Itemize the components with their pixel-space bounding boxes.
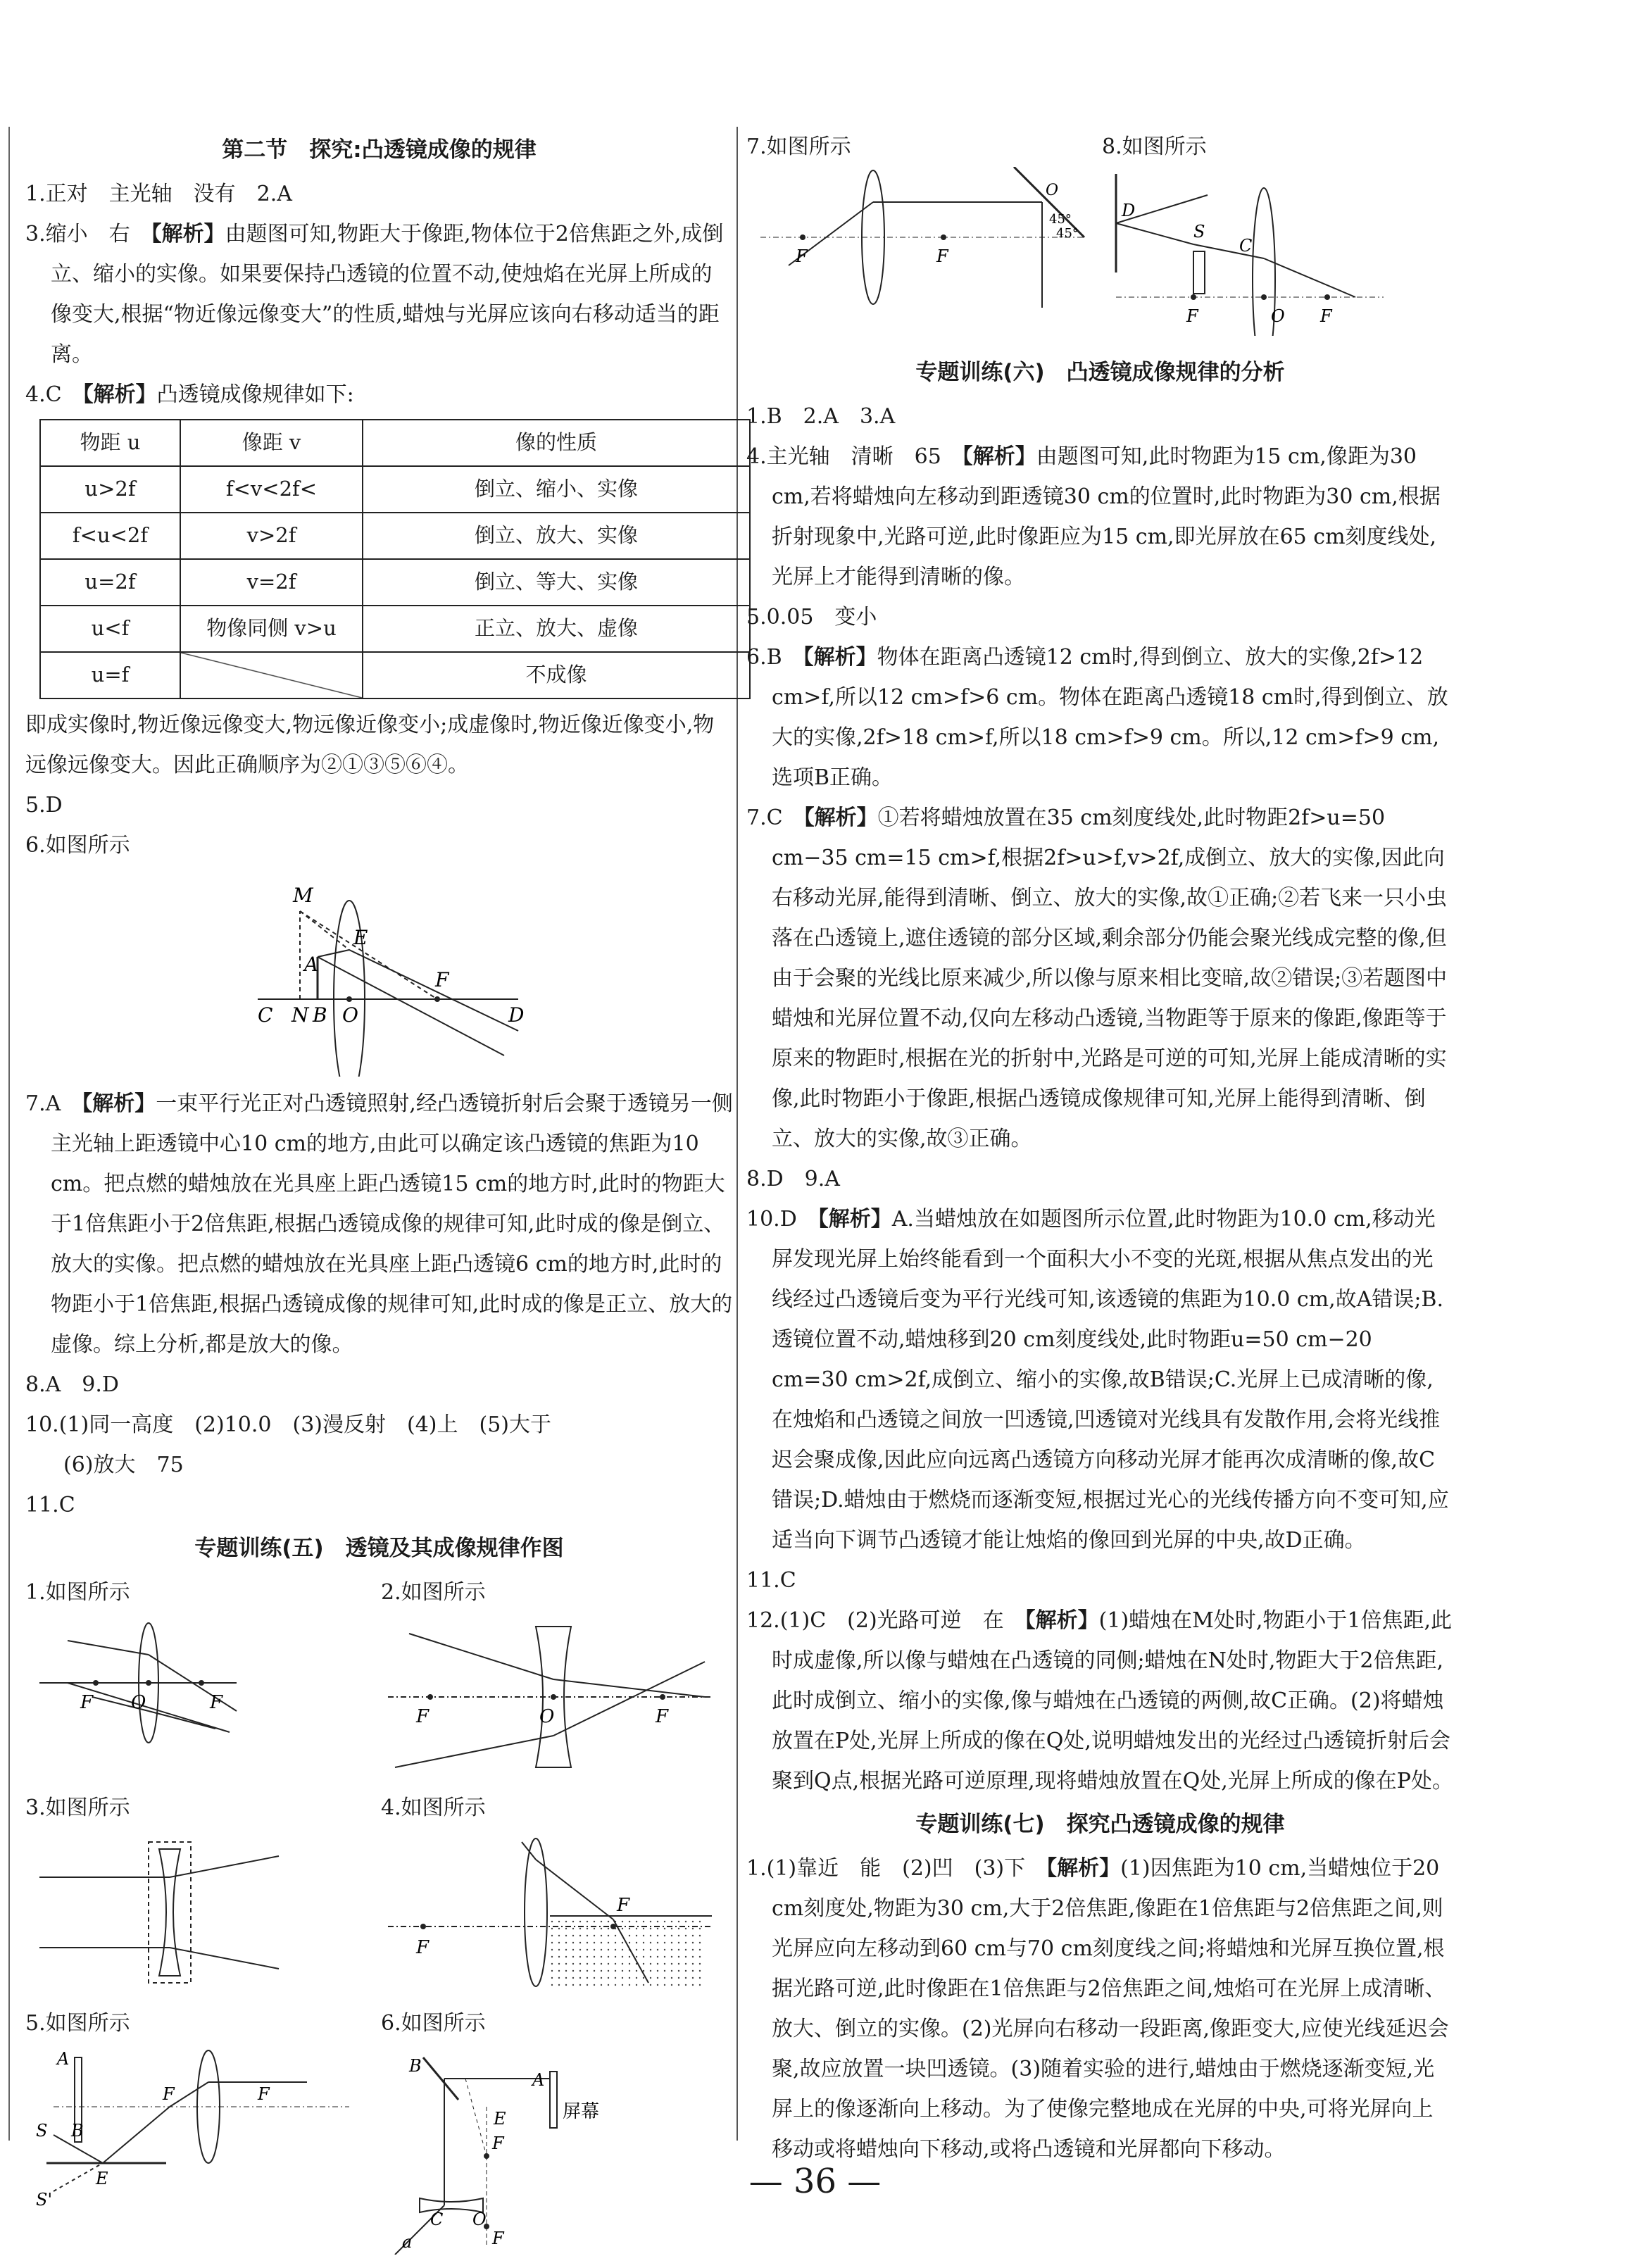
fig6b-label: F <box>492 2133 504 2153</box>
fig6-label: F <box>435 967 449 991</box>
answer-10-b: (6)放大 75 <box>63 1452 184 1477</box>
answer-r10-text: A.当蜡烛放在如题图所示位置,此时物距为10.0 cm,移动光屏发现光屏上始终能看到一个面积大小不变的光斑,根据从焦点发出的光线经过凸透镜后变为平行光线可知,该透镜的焦距为10.0 cm,故A错误;B.透镜位置不动,蜡烛移到20 cm刻度线处,此时物距u=50 cm−20 cm=30 cm>2f,成倒立、缩小的实像,故B错误;C.光屏上已成清晰的像,在烛焰和凸透镜之间放一凹透镜,凹透镜对光线具有发散作用,会将光线推迟会聚成像,因此应向远离凸透镜方向移动光屏才能再次成清晰的像,故C错误;D.蜡烛由于燃烧而逐渐变短,根据过光心的光线传播方向不变可知,应适当向下调节凸透镜才能让烛焰的像回到光屏的中央,故D正确。 <box>772 1206 1449 1553</box>
answer-r1: 1.B 2.A 3.A <box>746 403 896 429</box>
answer-r7-key: 7.C <box>746 805 804 830</box>
analysis-tag: 【解析】 <box>1046 1855 1121 1881</box>
fig2-label-F2: F <box>656 1705 669 1727</box>
section-title-5: 专题训练(五) 透镜及其成像规律作图 <box>194 1535 564 1561</box>
fig5-label: S' <box>36 2189 53 2210</box>
answer-r12-text: (1)蜡烛在M处时,物距小于1倍焦距,此时成虚像,所以像与蜡烛在凸透镜的同侧;蜡烛在N处时,物距大于2倍焦距,此时成倒立、缩小的实像,像与蜡烛在凸透镜的两侧,故C正确。(2)将蜡烛放置在P处,光屏上所成的像在Q处,说明蜡烛发出的光经过凸透镜折射后会聚到Q点,根据光路可逆原理,现将蜡烛放置在Q处,光屏上所成的像在P处。 <box>772 1608 1453 1793</box>
answer-6: 6.如图所示 <box>25 832 130 858</box>
table-cell: u<f <box>40 606 180 652</box>
figure-1-svg <box>25 1612 363 1760</box>
figure-6-svg <box>25 865 589 1077</box>
fig8-label: C <box>1239 236 1253 256</box>
fig6-label: E <box>353 925 368 949</box>
analysis-tag: 【解析】 <box>151 221 225 246</box>
fig8-label-F: F <box>1186 306 1198 326</box>
answer-8-9: 8.A 9.D <box>25 1372 119 1397</box>
fig1-label-F: F <box>80 1691 94 1713</box>
analysis-tag: 【解析】 <box>817 1206 892 1232</box>
figure-8-caption: 8.如图所示 <box>1102 134 1207 159</box>
table-header: 物距 u <box>40 420 180 466</box>
fig6-label: M <box>293 883 313 907</box>
answer-r6 <box>746 637 1454 798</box>
table-row <box>40 606 750 652</box>
answer-r7 <box>746 798 1454 1159</box>
fig7-label-F2: F <box>936 246 948 266</box>
fig6b-label: B <box>409 2055 422 2076</box>
analysis-tag: 【解析】 <box>803 805 878 830</box>
table-cell: 倒立、等大、实像 <box>363 559 750 606</box>
fig5-label-F: F <box>163 2084 175 2104</box>
table-cell: 倒立、缩小、实像 <box>363 466 750 513</box>
figures-row-right <box>746 127 1454 349</box>
answer-r12 <box>746 1600 1454 1801</box>
answer-10: 10.(1)同一高度 (2)10.0 (3)漫反射 (4)上 (5)大于 <box>25 1412 551 1437</box>
answer-4-text: 凸透镜成像规律如下: <box>156 382 354 407</box>
fig2-label-O: O <box>539 1705 555 1727</box>
figure-5-block <box>25 2003 377 2268</box>
fig6b-label: O <box>472 2209 487 2229</box>
figures-row-1 <box>25 1572 733 1788</box>
table-cell: v>2f <box>180 513 363 559</box>
answer-3-text: 由题图可知,物距大于像距,物体位于2倍焦距之外,成倒立、缩小的实像。如果要保持凸透镜的位置不动,使烛焰在光屏上所成的像变大,根据“物近像远像变大”的性质,蜡烛与光屏应该向右移动适当的距离。 <box>51 221 724 367</box>
figure-2-block <box>381 1572 733 1788</box>
fig7-label-F: F <box>796 246 808 266</box>
fig1-label-F2: F <box>210 1691 223 1713</box>
fig8-label: D <box>1122 201 1136 220</box>
fig8-label: S <box>1193 222 1205 242</box>
analysis-tag: 【解析】 <box>962 444 1036 469</box>
answer-4 <box>25 375 733 415</box>
fig5-label: S <box>36 2120 48 2141</box>
fig6b-label-screen: 屏幕 <box>563 2100 600 2122</box>
figures-row-3 <box>25 2003 733 2268</box>
fig7-label: 45° <box>1056 226 1079 241</box>
table-cell: 正立、放大、虚像 <box>363 606 750 652</box>
answer-r6-key: 6.B <box>746 644 803 670</box>
analysis-tag: 【解析】 <box>82 1091 156 1116</box>
figure-3-svg <box>25 1828 363 1990</box>
fig6-label: B <box>313 1003 327 1027</box>
fig5-label-F2: F <box>258 2084 270 2104</box>
answer-1: 1.正对 主光轴 没有 2.A <box>25 181 292 206</box>
figure-1-caption: 1.如图所示 <box>25 1579 130 1605</box>
analysis-tag: 【解析】 <box>82 382 157 407</box>
answer-r10 <box>746 1199 1454 1560</box>
figure-8-svg <box>1102 167 1454 336</box>
analysis-tag: 【解析】 <box>803 644 877 670</box>
table-header: 像的性质 <box>363 420 750 466</box>
figure-8-block <box>1102 127 1454 349</box>
answer-r11: 11.C <box>746 1567 796 1593</box>
answer-s1 <box>746 1848 1454 2169</box>
left-column <box>25 127 733 2268</box>
answer-11: 11.C <box>25 1492 75 1517</box>
answer-s1-key: 1.(1)靠近 能 (2)凹 (3)下 <box>746 1855 1047 1881</box>
table-cell: f<v<2f< <box>180 466 363 513</box>
section-title-2: 第二节 探究:凸透镜成像的规律 <box>222 137 537 163</box>
figure-2-caption: 2.如图所示 <box>381 1579 486 1605</box>
fig8-label-O: O <box>1271 306 1285 326</box>
page-number: — 36 — <box>748 2162 882 2201</box>
fig5-label: E <box>96 2168 108 2188</box>
section-title-7: 专题训练(七) 探究凸透镜成像的规律 <box>915 1811 1285 1837</box>
table-cell: 倒立、放大、实像 <box>363 513 750 559</box>
fig4-label-F: F <box>416 1936 430 1958</box>
table-cell: 物像同侧 v>u <box>180 606 363 652</box>
figure-4-block <box>381 1788 733 2003</box>
figure-7-block <box>746 127 1098 349</box>
answer-r6-text: 物体在距离凸透镜12 cm时,得到倒立、放大的实像,2f>12 cm>f,所以12 cm>f>6 cm。物体在距离凸透镜18 cm时,得到倒立、放大的实像,2f>18 cm>f,所以18 cm>f>9 cm。所以,12 cm>f>9 cm,选项B正确。 <box>772 644 1448 790</box>
answer-r10-key: 10.D <box>746 1206 818 1232</box>
fig5-label: B <box>71 2120 84 2141</box>
section-title-6: 专题训练(六) 凸透镜成像规律的分析 <box>915 360 1285 385</box>
figures-row-2 <box>25 1788 733 2003</box>
lens-rule-table <box>39 419 751 699</box>
answer-r4-key: 4.主光轴 清晰 65 <box>746 444 963 469</box>
table-header-row <box>40 420 750 466</box>
fig7-label: O <box>1046 182 1059 199</box>
figure-5-caption: 5.如图所示 <box>25 2010 130 2036</box>
figure-3-caption: 3.如图所示 <box>25 1795 130 1820</box>
answer-r5: 5.0.05 变小 <box>746 604 877 629</box>
figure-6b-svg <box>381 2043 719 2255</box>
left-margin-rule <box>8 127 10 2141</box>
figure-6b-caption: 6.如图所示 <box>381 2010 486 2036</box>
figure-4-svg <box>381 1828 719 1990</box>
table-cell: u=2f <box>40 559 180 606</box>
fig6b-label: C <box>430 2209 444 2229</box>
answer-r4 <box>746 437 1454 597</box>
answer-3 <box>25 214 733 375</box>
table-cell: 不成像 <box>363 652 750 698</box>
figure-3-block <box>25 1788 377 2003</box>
fig1-label-O: O <box>131 1691 146 1713</box>
fig2-label-F: F <box>416 1705 430 1727</box>
figure-4-caption: 4.如图所示 <box>381 1795 486 1820</box>
answer-7 <box>25 1084 733 1365</box>
figure-6b-block <box>381 2003 733 2268</box>
fig6-label: N <box>291 1003 309 1027</box>
fig4-label-F2: F <box>617 1894 630 1916</box>
fig8-label-F2: F <box>1320 306 1332 326</box>
answer-r7-text: ①若将蜡烛放置在35 cm刻度线处,此时物距2f>u=50 cm−35 cm=15 cm>f,根据2f>u>f,v>2f,成倒立、放大的实像,因此向右移动光屏,能得到清晰、倒立、放大的实像,故①正确;②若飞来一只小虫落在凸透镜上,遮住透镜的部分区域,剩余部分仍能会聚光线成完整的像,但由于会聚的光线比原来减少,所以像与原来相比变暗,故②错误;③若题图中蜡烛和光屏位置不动,仅向左移动凸透镜,当物距等于原来的像距,像距等于原来的物距时,根据在光的折射中,光路是可逆的可知,光屏上能成清晰的实像,此时物距小于像距,根据凸透镜成像规律可知,光屏上能得到清晰、倒立、放大的实像,故③正确。 <box>772 805 1448 1151</box>
fig6b-label-F2: F <box>492 2228 504 2248</box>
figure-7-svg <box>746 167 1098 308</box>
table-header: 像距 v <box>180 420 363 466</box>
answer-r4-text: 由题图可知,此时物距为15 cm,像距为30 cm,若将蜡烛向左移动到距透镜30 cm的位置时,此时物距为30 cm,根据折射现象中,光路可逆,此时像距应为15 cm,即光屏放在65 cm刻度线处,光屏上才能得到清晰的像。 <box>772 444 1441 589</box>
answer-7-text: 一束平行光正对凸透镜照射,经凸透镜折射后会聚于透镜另一侧主光轴上距透镜中心10 cm的地方,由此可以确定该凸透镜的焦距为10 cm。把点燃的蜡烛放在光具座上距凸透镜15 cm的地方时,此时的物距大于1倍焦距小于2倍焦距,根据凸透镜成像的规律可知,此时成的像是倒立、放大的实像。把点燃的蜡烛放在光具座上距凸透镜6 cm的地方时,此时的物距小于1倍焦距,根据凸透镜成像的规律可知,此时成的像是正立、放大的虚像。综上分析,都是放大的像。 <box>51 1091 733 1357</box>
answer-r12-key: 12.(1)C (2)光路可逆 在 <box>746 1608 1025 1633</box>
fig6b-label: a <box>402 2231 413 2252</box>
answer-4-key: 4.C <box>25 382 83 407</box>
analysis-tag: 【解析】 <box>1024 1608 1099 1633</box>
figure-1-block <box>25 1572 377 1788</box>
table-row <box>40 652 750 698</box>
fig6-label: O <box>342 1003 358 1027</box>
figure-7-caption: 7.如图所示 <box>746 134 851 159</box>
answer-s1-text: (1)因焦距为10 cm,当蜡烛位于20 cm刻度处,物距为30 cm,大于2倍焦距,像距在1倍焦距与2倍焦距之间,则光屏应向左移动到60 cm与70 cm刻度线之间;将蜡烛和光屏互换位置,根据光路可逆,此时像距在1倍焦距与2倍焦距之间,烛焰可在光屏上成清晰、放大、倒立的实像。(2)光屏向右移动一段距离,像距变大,应使光线延迟会聚,故应放置一块凹透镜。(3)随着实验的进行,蜡烛由于燃烧逐渐变短,光屏上的像逐渐向上移动。为了使像完整地成在光屏的中央,可将光屏向上移动或将蜡烛向下移动,或将凸透镜和光屏都向下移动。 <box>772 1855 1449 2162</box>
table-row <box>40 559 750 606</box>
fig5-label: A <box>57 2048 70 2069</box>
fig6-label: C <box>258 1003 273 1027</box>
answer-5: 5.D <box>25 792 63 817</box>
fig6b-label: E <box>494 2108 506 2129</box>
table-cell: u>2f <box>40 466 180 513</box>
table-row <box>40 513 750 559</box>
fig6-label: D <box>508 1003 525 1027</box>
answer-4-continued: 即成实像时,物近像远像变大,物远像近像变小;成虚像时,物近像近像变小,物远像远像变大。因此正确顺序为②①③⑤⑥④。 <box>25 712 715 777</box>
fig6b-label: A <box>532 2069 545 2090</box>
figure-6-lens-diagram <box>25 865 733 1084</box>
figure-2-svg <box>381 1612 719 1774</box>
table-cell-diagonal <box>180 652 363 698</box>
table-cell: u=f <box>40 652 180 698</box>
table-cell: f<u<2f <box>40 513 180 559</box>
right-column <box>746 127 1454 2169</box>
answer-7-key: 7.A <box>25 1091 82 1116</box>
table-row <box>40 466 750 513</box>
fig6-label: A <box>304 952 319 976</box>
answer-r8: 8.D 9.A <box>746 1166 840 1191</box>
fig7-label: 45° <box>1049 212 1072 227</box>
table-cell: v=2f <box>180 559 363 606</box>
answer-3-key: 3.缩小 右 <box>25 221 151 246</box>
